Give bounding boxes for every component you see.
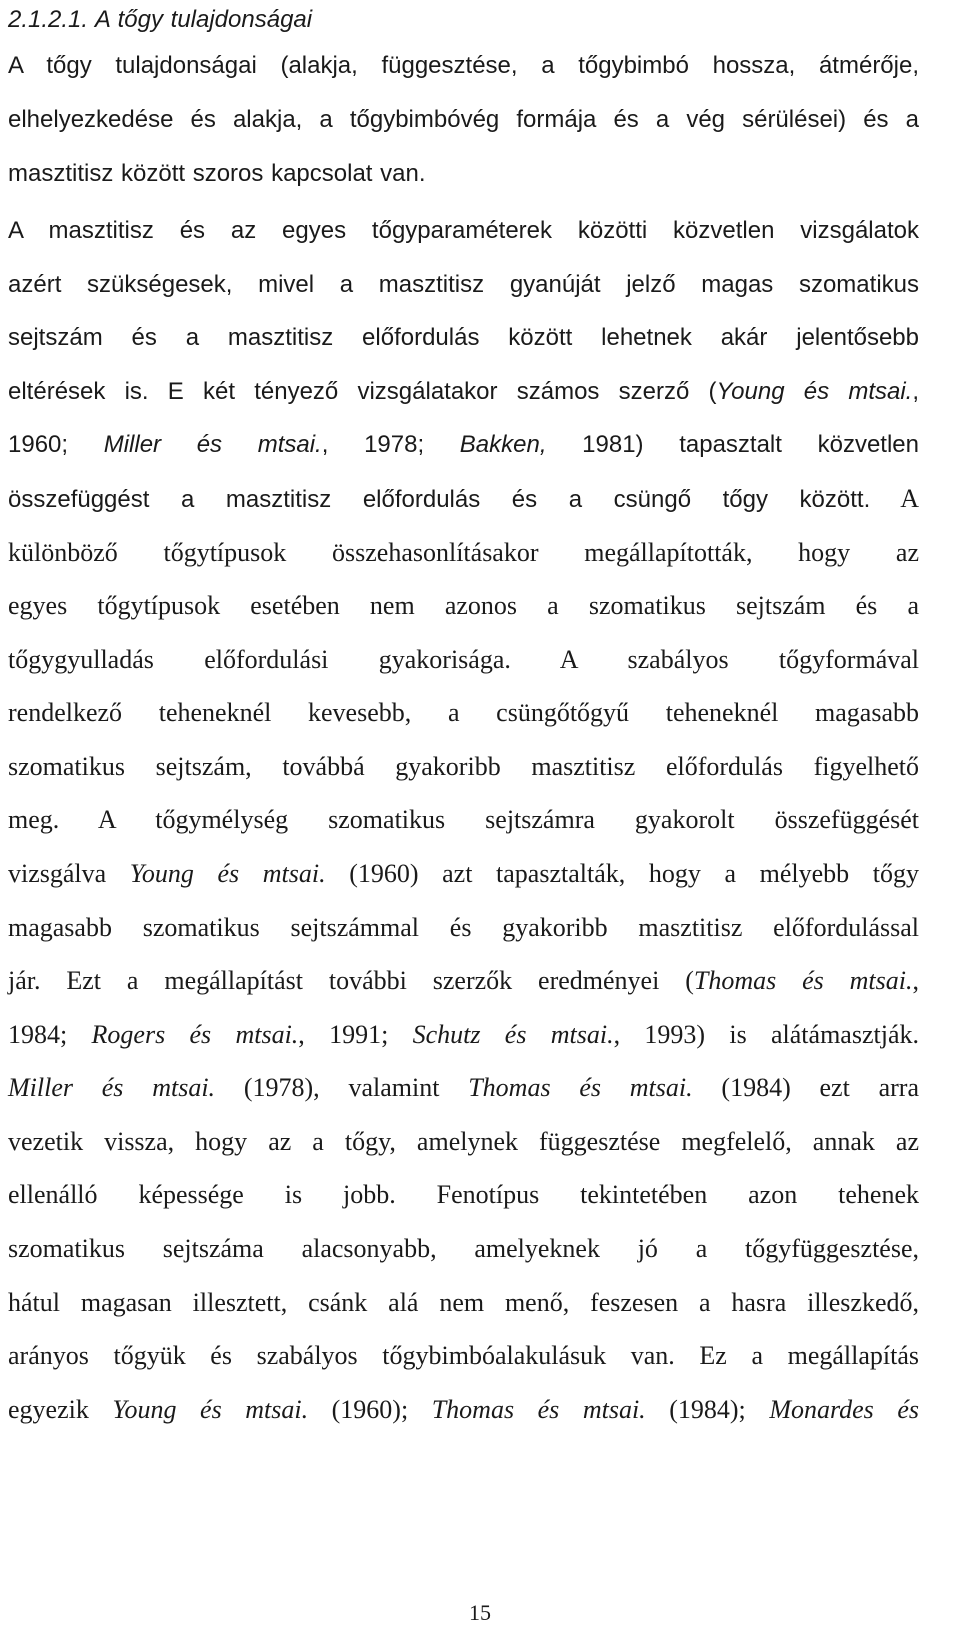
citation-author: Young és mtsai.: [112, 1395, 309, 1424]
text-run: eltérések is. E két tényező vizsgálatakor számos szerző (: [8, 378, 717, 405]
paragraph-line: [8, 533, 919, 573]
paragraph-line: [8, 586, 919, 626]
citation-author: Miller és mtsai.: [103, 431, 322, 458]
paragraph-line: [8, 372, 919, 412]
citation-author: Schutz és mtsai.: [412, 1020, 614, 1049]
page-number: 15: [469, 1600, 491, 1625]
text-run: meg. A tőgymélység szomatikus sejtszámra gyakorolt összefüggését: [8, 805, 919, 834]
paragraph-line: [8, 318, 919, 358]
text-run: 1960;: [8, 431, 104, 458]
paragraph-line: [8, 961, 919, 1001]
section-heading: [8, 0, 919, 40]
text-run: sejtszám és a masztitisz előfordulás között lehetnek akár jelentősebb: [8, 324, 919, 351]
text-run: arányos tőgyük és szabályos tőgybimbóalakulásuk van. Ez a megállapítás: [8, 1341, 919, 1370]
text-run: azért szükségesek, mivel a masztitisz gyanúját jelző magas szomatikus: [8, 271, 919, 298]
section-heading-text: 2.1.2.1. A tőgy tulajdonságai: [8, 6, 313, 33]
text-run: , 1993) is alátámasztják.: [613, 1020, 919, 1049]
text-run: rendelkező teheneknél kevesebb, a csüngőtőgyű teheneknél magasabb: [8, 698, 919, 727]
text-run: A masztitisz és az egyes tőgyparaméterek közötti közvetlen vizsgálatok: [8, 217, 919, 244]
text-run: (1960) azt tapasztalták, hogy a mélyebb tőgy: [325, 859, 919, 888]
text-run: 1984;: [8, 1020, 92, 1049]
paragraph-line: [8, 46, 919, 86]
paragraph-line: [8, 693, 919, 733]
text-run: (1984) ezt arra: [692, 1073, 919, 1102]
citation-author: Young és mtsai.: [129, 859, 326, 888]
text-run: (1984);: [645, 1395, 770, 1424]
paragraph-line: [8, 1068, 919, 1108]
citation-author: Thomas és mtsai.: [468, 1073, 693, 1102]
paragraph-line: [8, 265, 919, 305]
text-run: A tőgy tulajdonságai (alakja, függesztése, a tőgybimbó hossza, átmérője,: [8, 52, 919, 79]
citation-author: Bakken,: [459, 431, 547, 458]
paragraph-line: [8, 479, 919, 519]
text-run: , 1991;: [298, 1020, 413, 1049]
text-run: 1981) tapasztalt közvetlen: [546, 431, 919, 458]
text-run: ,: [912, 378, 919, 405]
paragraph-line: [8, 640, 919, 680]
citation-author: Miller és mtsai.: [8, 1073, 216, 1102]
paragraph-line: [8, 800, 919, 840]
paragraph-line: [8, 100, 919, 140]
citation-author: Rogers és mtsai.: [91, 1020, 299, 1049]
text-run: szomatikus sejtszáma alacsonyabb, amelyeknek jó a tőgyfüggesztése,: [8, 1234, 919, 1263]
text-run: elhelyezkedése és alakja, a tőgybimbóvég formája és a vég sérülései) és a: [8, 106, 919, 133]
text-run: vezetik vissza, hogy az a tőgy, amelynek függesztése megfelelő, annak az: [8, 1127, 919, 1156]
text-run: tőgygyulladás előfordulási gyakorisága. A szabályos tőgyformával: [8, 645, 919, 674]
text-run: jár. Ezt a megállapítást további szerzők eredményei (: [8, 966, 694, 995]
text-run: szomatikus sejtszám, továbbá gyakoribb masztitisz előfordulás figyelhető: [8, 752, 919, 781]
text-run: , 1978;: [321, 431, 460, 458]
citation-author: Monardes és: [769, 1395, 919, 1424]
text-run: összefüggést a masztitisz előfordulás és a csüngő tőgy között.: [8, 486, 871, 513]
text-run: magasabb szomatikus sejtszámmal és gyakoribb masztitisz előfordulással: [8, 913, 919, 942]
text-run: A: [870, 484, 919, 513]
text-run: ellenálló képessége is jobb. Fenotípus tekintetében azon tehenek: [8, 1180, 919, 1209]
paragraph-line: [8, 1229, 919, 1269]
paragraph-line: [8, 154, 919, 194]
text-run: egyes tőgytípusok esetében nem azonos a szomatikus sejtszám és a: [8, 591, 919, 620]
citation-author: Young és mtsai.: [716, 378, 913, 405]
paragraph-line: [8, 1122, 919, 1162]
text-run: (1960);: [308, 1395, 432, 1424]
paragraph-line: [8, 1283, 919, 1323]
paragraph-line: [8, 211, 919, 251]
text-run: hátul magasan illesztett, csánk alá nem menő, feszesen a hasra illeszkedő,: [8, 1288, 919, 1317]
paragraph-line: [8, 747, 919, 787]
paragraph-line: [8, 1336, 919, 1376]
text-run: egyezik: [8, 1395, 113, 1424]
paragraph-line: [8, 425, 919, 465]
text-run: ,: [912, 966, 919, 995]
citation-author: Thomas és mtsai.: [431, 1395, 646, 1424]
paragraph-line: [8, 1015, 919, 1055]
text-run: különböző tőgytípusok összehasonlításakor megállapították, hogy az: [8, 538, 919, 567]
paragraph-line: [8, 854, 919, 894]
text-run: (1978), valamint: [215, 1073, 469, 1102]
paragraph-line: [8, 1390, 919, 1430]
text-run: vizsgálva: [8, 859, 130, 888]
paragraph-line: [8, 1175, 919, 1215]
paragraph-line: [8, 908, 919, 948]
text-run: masztitisz között szoros kapcsolat van.: [8, 160, 426, 187]
citation-author: Thomas és mtsai.: [693, 966, 913, 995]
